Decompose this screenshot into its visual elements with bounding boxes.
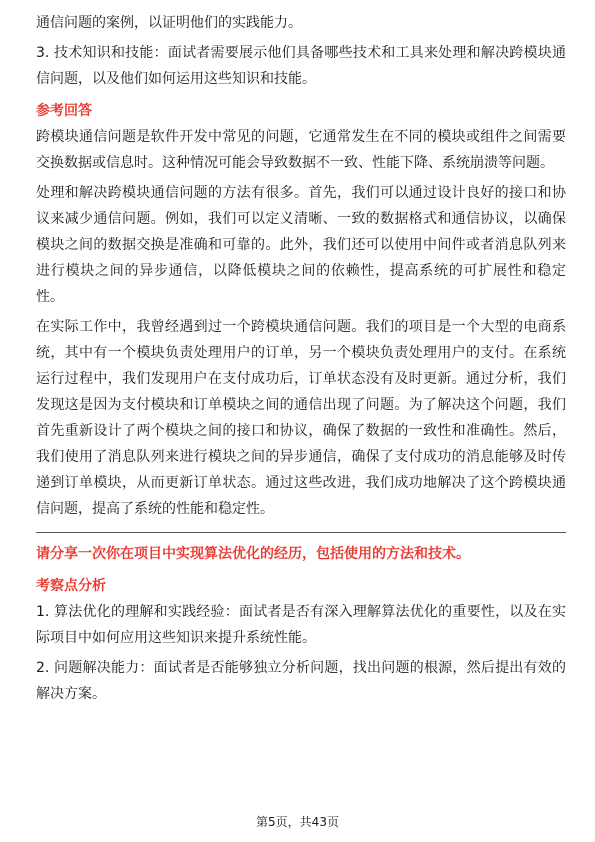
reference-answer-heading: 参考回答 [36,103,92,119]
next-question: 请分享一次你在项目中实现算法优化的经历，包括使用的方法和技术。 [36,546,470,562]
reference-paragraph-3: 在实际工作中，我曾经遇到过一个跨模块通信问题。我们的项目是一个大型的电商系统，其中有一个模块负责处理用户的订单，另一个模块负责处理用户的支付。在系统运行过程中，我们发现用户在支付成功后，订单状态没有及时更新。通过分析，我们发现这是因为支付模块和订单模块之间的通信出现了问题。为了解决这个问题，我们首先重新设计了两个模块之间的接口和协议，确保了数据的一致性和准确性。然后，我们使用了消息队列来进行模块之间的异步通信，确保了支付成功的消息能够及时传递到订单模块，从而更新订单状态。通过这些改进，我们成功地解决了这个跨模块通信问题，提高了系统的性能和稳定性。 [36,319,566,517]
analysis-point-1: 1. 算法优化的理解和实践经验：面试者是否有深入理解算法优化的重要性，以及在实际项目中如何应用这些知识来提升系统性能。 [36,604,566,646]
section-divider [36,532,566,533]
intro-continued-line: 通信问题的案例，以证明他们的实践能力。 [36,15,302,31]
analysis-point-2: 2. 问题解决能力：面试者是否能够独立分析问题，找出问题的根源，然后提出有效的解决方案。 [36,660,566,702]
analysis-heading: 考察点分析 [36,578,106,594]
reference-paragraph-2: 处理和解决跨模块通信问题的方法有很多。首先，我们可以通过设计良好的接口和协议来减少通信问题。例如，我们可以定义清晰、一致的数据格式和通信协议，以确保模块之间的数据交换是准确和可靠的。此外，我们还可以使用中间件或者消息队列来进行模块之间的异步通信，以降低模块之间的依赖性，提高系统的可扩展性和稳定性。 [36,185,566,305]
page-number: 第5页，共43页 [256,815,339,829]
intro-point-3: 3. 技术知识和技能：面试者需要展示他们具备哪些技术和工具来处理和解决跨模块通信问题，以及他们如何运用这些知识和技能。 [36,45,566,87]
reference-paragraph-1: 跨模块通信问题是软件开发中常见的问题，它通常发生在不同的模块或组件之间需要交换数据或信息时。这种情况可能会导致数据不一致、性能下降、系统崩溃等问题。 [36,129,566,171]
page-content [36,10,566,707]
